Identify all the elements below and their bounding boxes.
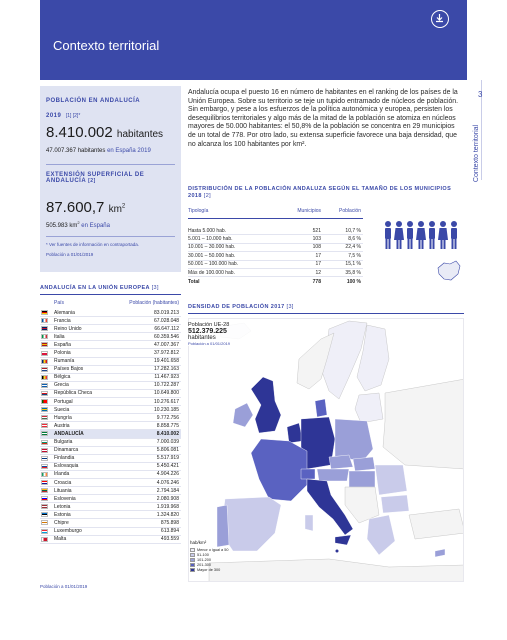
- distribution-row: [188, 244, 363, 252]
- density-map: [188, 318, 464, 582]
- area-title: EXTENSIÓN SUPERFICIAL DE ANDALUCÍA [2]: [46, 172, 145, 184]
- country-name: Francia: [54, 317, 71, 324]
- distribution-cell: 35,8 %: [345, 269, 361, 276]
- distribution-cell: 103: [312, 236, 321, 243]
- eu-table-row: [40, 528, 181, 536]
- population-year: 2019: [46, 113, 62, 119]
- eu-table-row: [40, 349, 181, 357]
- distribution-row: [188, 252, 363, 260]
- map-legend: hab/km² Menor o igual a 50 51-100 101-200 201-300 Mayor de 300: [190, 540, 229, 572]
- europe-map: [189, 319, 464, 582]
- legend-label: Mayor de 300: [197, 567, 221, 572]
- eu-table-row: [40, 439, 181, 447]
- country-name: Lituania: [54, 487, 72, 494]
- country-population: 19.401.658: [153, 358, 179, 365]
- eu-table-row: [40, 414, 181, 422]
- eu-table-row: [40, 519, 181, 527]
- country-population: 10.649.800: [153, 390, 179, 397]
- side-label: Contexto territorial: [473, 124, 481, 183]
- area-value: 87.600,7 $km^2$: [46, 199, 126, 216]
- density-title: DENSIDAD DE POBLACIÓN 2017 [3]: [188, 304, 294, 310]
- country-population: 1.919.968: [156, 503, 179, 510]
- flag-icon: [41, 342, 48, 347]
- population-value: 8.410.002 habitantes: [46, 124, 164, 141]
- country-name: Polonia: [54, 350, 71, 357]
- date-note: Población a 01/01/2019: [46, 252, 94, 257]
- distribution-cell: 521: [312, 227, 321, 234]
- distribution-cell: 12: [315, 269, 321, 276]
- flag-icon: [41, 375, 48, 380]
- flag-icon: [41, 359, 48, 364]
- country-name: Dinamarca: [54, 447, 79, 454]
- country-name: Italia: [54, 333, 65, 340]
- country-population: 613.894: [160, 528, 179, 535]
- eu-table-row: [40, 487, 181, 495]
- flag-icon: [41, 326, 48, 331]
- flag-icon: [41, 520, 48, 525]
- map-info: Población UE-28 512.379.225 habitantes Población a 01/01/2019: [188, 322, 258, 346]
- density-rule: [188, 313, 464, 314]
- country-population: 2.794.184: [156, 487, 179, 494]
- legend-swatch: [190, 548, 195, 552]
- eu-table-row: [40, 503, 181, 511]
- page-number: 3: [478, 90, 483, 99]
- country-population: 17.282.163: [153, 366, 179, 373]
- eu-table-row: [40, 317, 181, 325]
- country-name: Hungría: [54, 414, 72, 421]
- country-population: 11.467.923: [154, 374, 179, 381]
- spain-population: 47.007.367 habitantes en España 2019: [46, 148, 151, 154]
- flag-icon: [41, 431, 48, 436]
- flag-icon: [41, 504, 48, 509]
- eu-table-row: [40, 463, 181, 471]
- eu-table-row: [40, 422, 181, 430]
- country-population: 2.080.908: [156, 495, 179, 502]
- flag-icon: [41, 464, 48, 469]
- flag-icon: [41, 334, 48, 339]
- country-population: 37.972.812: [153, 350, 179, 357]
- country-name: Chipre: [54, 519, 69, 526]
- country-name: Finlandia: [54, 455, 75, 462]
- flag-icon: [41, 351, 48, 356]
- distribution-cell: 17: [315, 261, 321, 268]
- side-tab: [470, 90, 500, 200]
- country-name: Reino Unido: [54, 325, 82, 332]
- flag-icon: [41, 423, 48, 428]
- country-name: Bélgica: [54, 374, 71, 381]
- country-population: 1.324.820: [156, 511, 179, 518]
- eu-table-row: [40, 325, 181, 333]
- country-name: Rumanía: [54, 358, 75, 365]
- flag-icon: [41, 440, 48, 445]
- country-name: República Checa: [54, 390, 93, 397]
- country-name: Estonia: [54, 511, 71, 518]
- eu-table-row: [40, 471, 181, 479]
- country-population: 4.904.226: [156, 471, 179, 478]
- country-population: 5.450.421: [156, 463, 179, 470]
- eu-table: [40, 300, 181, 544]
- country-name: Luxemburgo: [54, 528, 82, 535]
- distribution-total: Total 778 100 %: [188, 278, 361, 285]
- legend-label: 101-200: [197, 557, 211, 562]
- page-header: [40, 0, 467, 80]
- distribution-cell: 108: [312, 244, 321, 251]
- eu-table-row: [40, 536, 181, 544]
- flag-icon: [41, 448, 48, 453]
- download-icon[interactable]: [431, 10, 449, 28]
- flag-icon: [41, 480, 48, 485]
- country-name: Alemania: [54, 309, 75, 316]
- eu-source: Población a 01/01/2019: [40, 584, 88, 589]
- flag-icon: [41, 391, 48, 396]
- eu-rule: [40, 294, 181, 295]
- flag-icon: [41, 496, 48, 501]
- flag-icon: [41, 456, 48, 461]
- country-population: 493.559: [160, 536, 179, 543]
- eu-table-row: [40, 479, 181, 487]
- eu-table-row: [40, 366, 181, 374]
- distribution-header: Tipología Municipios Población: [188, 208, 361, 214]
- distribution-cell: 10,7 %: [345, 227, 361, 234]
- flag-icon: [41, 415, 48, 420]
- country-name: Letonia: [54, 503, 71, 510]
- country-name: Eslovenia: [54, 495, 76, 502]
- spain-area: 505.983 $km^2$ en España: [46, 220, 110, 229]
- eu-table-row: [40, 341, 181, 349]
- country-name: Croacia: [54, 479, 72, 486]
- country-population: 10.230.185: [153, 406, 179, 413]
- country-population: 47.007.367: [153, 341, 179, 348]
- flag-icon: [41, 318, 48, 323]
- country-population: 8.410.002: [156, 430, 179, 437]
- country-name: Portugal: [54, 398, 73, 405]
- page-title: Contexto territorial: [53, 38, 160, 53]
- distribution-title: DISTRIBUCIÓN DE LA POBLACIÓN ANDALUZA SEGÚN EL TAMAÑO DE LOS MUNICIPIOS 2018 [2]: [188, 186, 452, 199]
- eu-table-row: [40, 374, 181, 382]
- distribution-cell: Hasta 5.000 hab.: [188, 227, 227, 234]
- legend-swatch: [190, 553, 195, 557]
- andalucia-silhouette-icon: [436, 258, 462, 284]
- legend-swatch: [190, 558, 195, 562]
- distribution-cell: 7,5 %: [348, 252, 361, 259]
- legend-label: 51-100: [197, 552, 209, 557]
- flag-icon: [41, 537, 48, 542]
- country-population: 83.019.213: [153, 309, 179, 316]
- country-population: 10.722.287: [153, 382, 179, 389]
- country-name: Bulgaria: [54, 439, 73, 446]
- divider: [46, 164, 175, 165]
- sources-note: * Ver fuentes de información en contraportada.: [46, 242, 140, 247]
- country-population: 5.806.081: [156, 447, 179, 454]
- eu-table-row: [40, 455, 181, 463]
- eu-table-row: [40, 511, 181, 519]
- intro-paragraph: Andalucía ocupa el puesto 16 en número de habitantes en el ranking de los países de la Unión Europea. Sobre su territorio se teje un tupido entramado de núcleos de población. Sin embargo, y pese a los esfuerzos de la política autonómica y europea, persisten los desequilibrios territoriales y algo más de la mitad de la población se atomiza en núcleos mayores de 50.000 habitantes: el 50,8% de la población se concentra en 29 municipios de un total de 778. Por otro lado, su extensa superficie favorece una baja densidad, que no alcanza los 100 habitantes por km².: [188, 89, 459, 148]
- distribution-row: [188, 269, 363, 277]
- legend-swatch: [190, 568, 195, 572]
- divider: [46, 236, 175, 237]
- eu-table-row: [40, 309, 181, 317]
- legend-label: 201-300: [197, 562, 211, 567]
- country-name: Eslovaquia: [54, 463, 79, 470]
- flag-icon: [41, 472, 48, 477]
- distribution-cell: 17: [315, 252, 321, 259]
- legend-swatch: [190, 563, 195, 567]
- country-population: 875.898: [160, 519, 179, 526]
- country-name: ANDALUCÍA: [54, 430, 84, 437]
- eu-table-row: [40, 406, 181, 414]
- flag-icon: [41, 407, 48, 412]
- eu-table-row: [40, 398, 181, 406]
- flag-icon: [41, 310, 48, 315]
- country-name: Malta: [54, 536, 67, 543]
- eu-table-row: [40, 333, 181, 341]
- country-population: 10.276.617: [153, 398, 179, 405]
- distribution-row: [188, 235, 363, 243]
- eu-title: ANDALUCÍA EN LA UNIÓN EUROPEA [3]: [40, 285, 159, 291]
- eu-table-row: [40, 358, 181, 366]
- distribution-row: [188, 261, 363, 269]
- legend-item: [190, 567, 228, 572]
- distribution-cell: 10.001 – 30.000 hab.: [188, 244, 236, 251]
- distribution-cell: 15,1 %: [345, 261, 361, 268]
- country-name: Irlanda: [54, 471, 70, 478]
- country-population: 67.028.048: [153, 317, 179, 324]
- flag-icon: [41, 399, 48, 404]
- eu-table-header: País Población (habitantes): [54, 300, 179, 306]
- distribution-cell: 30.001 – 50.000 hab.: [188, 252, 236, 259]
- summary-box: [40, 86, 181, 272]
- legend-label: Menor o igual a 50: [197, 547, 229, 552]
- country-name: Suecia: [54, 406, 70, 413]
- distribution-cell: 22,4 %: [345, 244, 361, 251]
- country-name: Países Bajos: [54, 366, 84, 373]
- country-population: 4.076.246: [156, 479, 179, 486]
- flag-icon: [41, 529, 48, 534]
- eu-table-row: [40, 447, 181, 455]
- country-population: 60.359.546: [153, 333, 179, 340]
- eu-table-row: [40, 430, 181, 438]
- distribution-cell: 5.001 – 10.000 hab.: [188, 236, 233, 243]
- country-population: 5.517.919: [156, 455, 179, 462]
- eu-table-row: [40, 382, 181, 390]
- eu-table-row: [40, 390, 181, 398]
- country-population: 7.000.039: [156, 439, 179, 446]
- flag-icon: [41, 367, 48, 372]
- eu-population-value: 512.379.225: [188, 328, 227, 335]
- flag-icon: [41, 488, 48, 493]
- eu-table-row: [40, 495, 181, 503]
- distribution-row: [188, 227, 363, 235]
- flag-icon: [41, 383, 48, 388]
- distribution-cell: Más de 100.000 hab.: [188, 269, 235, 276]
- distribution-cell: 8,6 %: [348, 236, 361, 243]
- flag-icon: [41, 512, 48, 517]
- country-name: España: [54, 341, 71, 348]
- country-population: 66.647.112: [154, 325, 179, 332]
- eu-table-body: [40, 309, 181, 544]
- distribution-cell: 50.001 – 100.000 hab.: [188, 261, 239, 268]
- distribution-table: [188, 208, 363, 286]
- country-population: 8.858.775: [156, 422, 179, 429]
- population-ref: [1] [2]*: [65, 113, 81, 119]
- country-name: Austria: [54, 422, 70, 429]
- distribution-body: [188, 227, 363, 277]
- country-population: 9.772.756: [156, 414, 179, 421]
- people-pictogram-icon: [383, 220, 461, 256]
- country-name: Grecia: [54, 382, 69, 389]
- population-title: POBLACIÓN EN ANDALUCÍA: [46, 98, 141, 104]
